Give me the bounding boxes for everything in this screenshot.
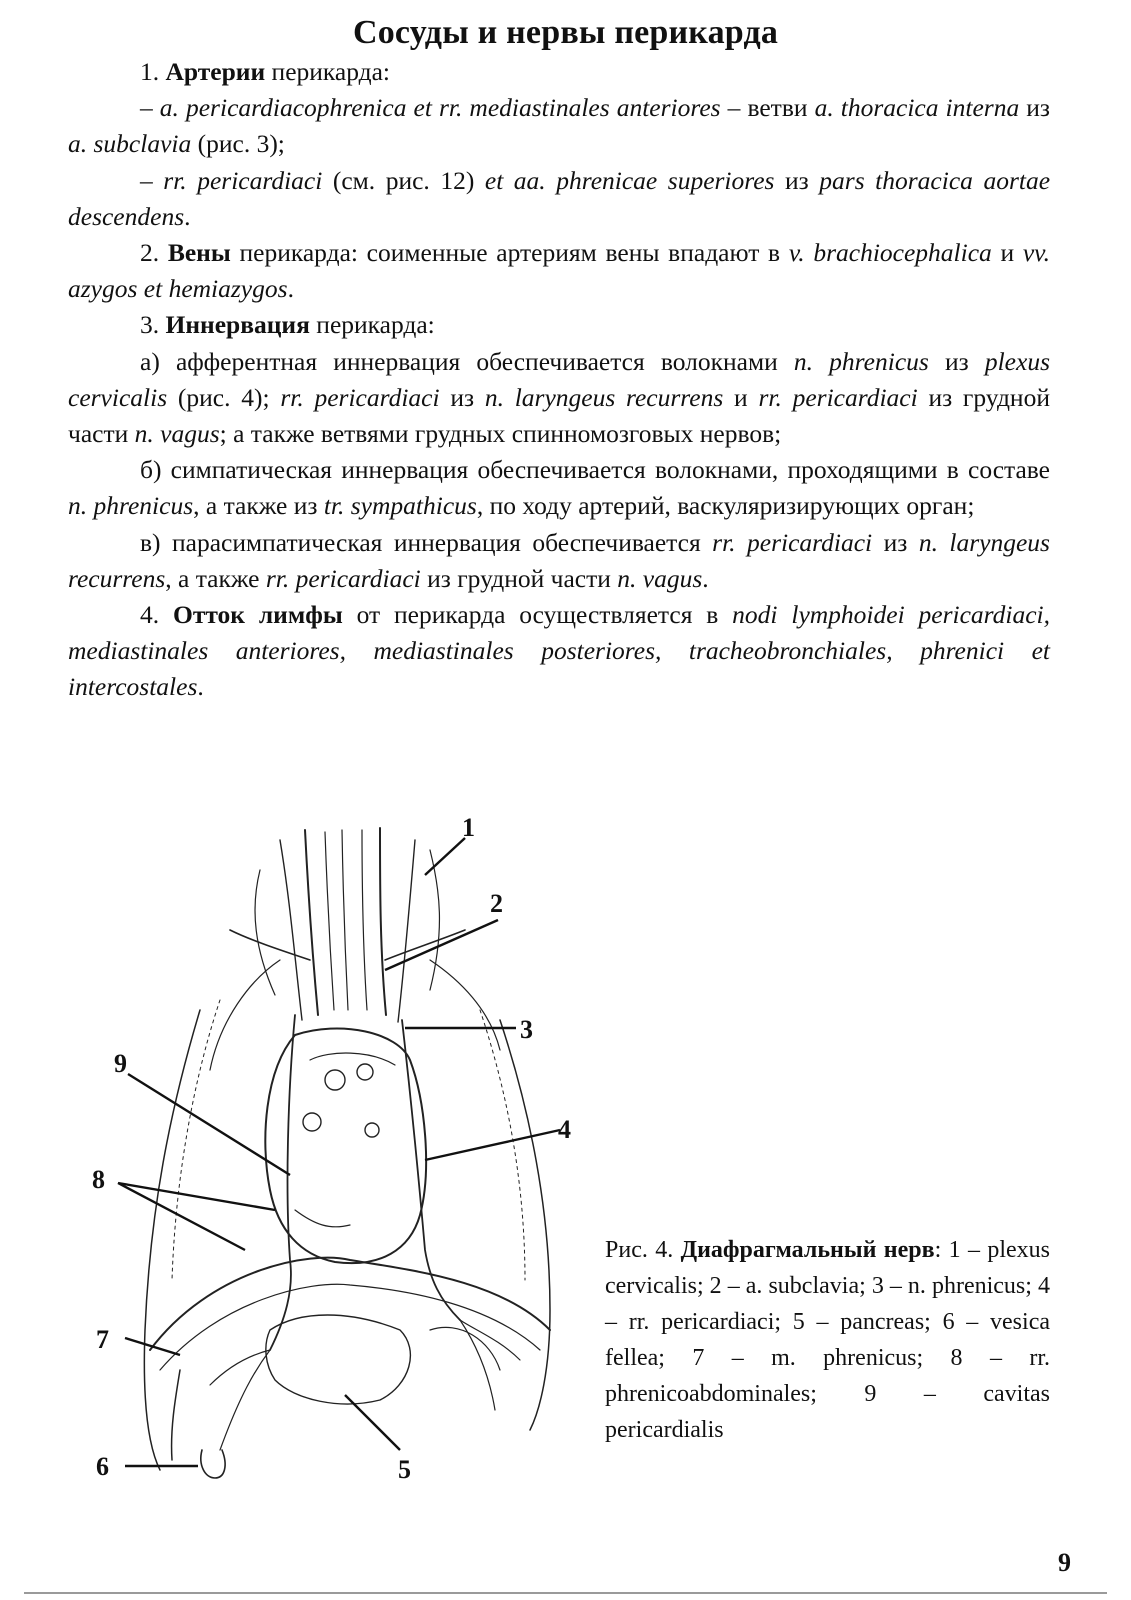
phrenic-nerve-illustration bbox=[80, 810, 600, 1500]
heading-innervation: Иннервация bbox=[165, 310, 310, 340]
figure-label-6: 6 bbox=[96, 1452, 109, 1481]
heading-arteries: Артерии bbox=[165, 57, 266, 86]
paragraph-innervation-heading: 3. Иннервация перикарда: bbox=[140, 310, 435, 340]
paragraph-veins: 2. Вены перикарда: соименные артериям вены впадают в v. brachiocephalica и vv. azygos et hemiazygos. bbox=[68, 238, 1050, 304]
main-text bbox=[68, 54, 1050, 706]
paragraph-innervation-a: а) афферентная иннервация обеспечивается волокнами n. phrenicus из plexus cervicalis (рис. 4); rr. pericardiaci из n. laryngeus recurrens и rr. pericardiaci из грудной части n. vagus; а также ветвями грудных спинномозговых нервов; bbox=[68, 346, 1050, 449]
figure-label-9: 9 bbox=[114, 1049, 127, 1078]
bottom-rule bbox=[24, 1592, 1107, 1594]
figure-label-7: 7 bbox=[96, 1325, 109, 1354]
figure-caption-title: Диафрагмальный нерв bbox=[680, 1237, 935, 1263]
figure-label-3: 3 bbox=[520, 1015, 533, 1044]
page-number: 9 bbox=[1058, 1548, 1071, 1577]
figure-caption-legend: 1 – plexus cervicalis; 2 – a. subclavia; 3 – n. phrenicus; 4 – rr. pericardiaci; 5 – pancreas; 6 – vesica fellea; 7 – m. phrenicus; 8 – rr. phrenicoabdominales; 9 – cavitas pericardialis bbox=[605, 1237, 1050, 1443]
paragraph-lymph: 4. Отток лимфы от перикарда осуществляется в nodi lymphoidei pericardiaci, mediastinales anteriores, mediastinales posteriores, tracheobronchiales, phrenici et intercostales. bbox=[68, 600, 1051, 702]
figure-label-5: 5 bbox=[398, 1455, 411, 1484]
paragraph-arteries-heading: 1. Артерии перикарда: bbox=[140, 57, 391, 86]
paragraph-arteries-item-1: – a. pericardiacophrenica et rr. mediastinales anteriores – ветви a. thoracica interna из a. subclavia (рис. 3); bbox=[68, 93, 1050, 159]
figure-label-8: 8 bbox=[92, 1165, 105, 1194]
figure-label-1: 1 bbox=[462, 813, 475, 842]
heading-lymph: Отток лимфы bbox=[172, 600, 343, 630]
figure-label-4: 4 bbox=[558, 1115, 571, 1144]
paragraph-innervation-c: в) парасимпатическая иннервация обеспечивается rr. pericardiaci из n. laryngeus recurrens, а также rr. pericardiaci из грудной части n. vagus. bbox=[68, 527, 1050, 593]
heading-veins: Вены bbox=[167, 238, 231, 268]
figure-label-2: 2 bbox=[490, 889, 503, 918]
paragraph-arteries-item-2: – rr. pericardiaci (см. рис. 12) et aa. phrenicae superiores из pars thoracica aortae descendens. bbox=[68, 165, 1051, 231]
figure-caption: Рис. 4. Диафрагмальный нерв: 1 – plexus cervicalis; 2 – a. subclavia; 3 – n. phrenicus; 4 – rr. pericardiaci; 5 – pancreas; 6 – vesica fellea; 7 – m. phrenicus; 8 – rr. phrenicoabdominales; 9 – cavitas pericardialis bbox=[605, 1237, 1050, 1443]
page-title: Сосуды и нервы перикарда bbox=[352, 14, 779, 51]
paragraph-innervation-b: б) симпатическая иннервация обеспечивается волокнами, проходящими в составе n. phrenicus, а также из tr. sympathicus, по ходу артерий, васкуляризирующих орган; bbox=[68, 455, 1050, 521]
